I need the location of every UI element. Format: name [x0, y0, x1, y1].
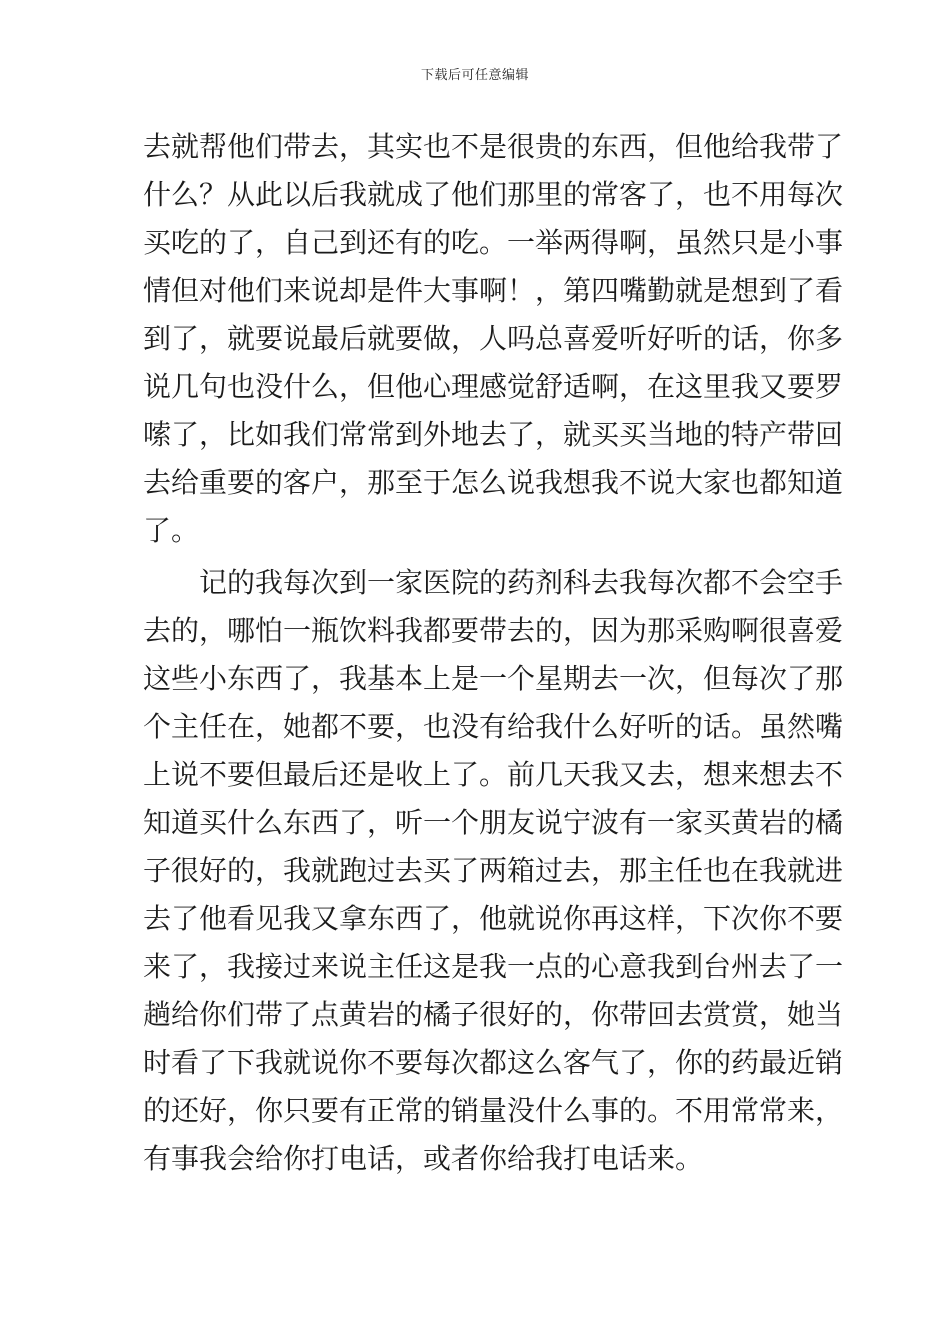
document-body — [143, 123, 844, 1183]
text-line: 时看了下我就说你不要每次都这么客气了，你的药最近销 — [143, 1045, 844, 1079]
text-line: 到了，就要说最后就要做，人吗总喜爱听好听的话，你多 — [143, 322, 844, 355]
text-line: 这些小东西了，我基本上是一个星期去一次，但每次了那 — [143, 661, 844, 695]
text-line: 去了他看见我又拿东西了，他就说你再这样，下次你不要 — [143, 901, 844, 935]
text-line: 个主任在，她都不要，也没有给我什么好听的话。虽然嘴 — [143, 709, 844, 743]
text-line: 情但对他们来说却是件大事啊！，第四嘴勤就是想到了看 — [143, 274, 844, 307]
text-line: 嗦了，比如我们常常到外地去了，就买买当地的特产带回 — [143, 418, 844, 451]
text-line: 知道买什么东西了，听一个朋友说宁波有一家买黄岩的橘 — [143, 805, 844, 839]
text-line: 买吃的了，自己到还有的吃。一举两得啊，虽然只是小事 — [143, 226, 844, 259]
text-line: 趟给你们带了点黄岩的橘子很好的，你带回去赏赏，她当 — [143, 997, 844, 1031]
text-line: 有事我会给你打电话，或者你给我打电话来。 — [143, 1141, 704, 1175]
text-line: 子很好的，我就跑过去买了两箱过去，那主任也在我就进 — [143, 853, 844, 887]
text-line: 来了，我接过来说主任这是我一点的心意我到台州去了一 — [143, 949, 844, 983]
text-line: 什么？从此以后我就成了他们那里的常客了，也不用每次 — [143, 178, 844, 211]
paragraph-2 — [143, 559, 844, 1183]
text-line: 的还好，你只要有正常的销量没什么事的。不用常常来， — [143, 1093, 844, 1127]
paragraph-1 — [143, 123, 844, 555]
text-line: 去就帮他们带去，其实也不是很贵的东西，但他给我带了 — [143, 130, 844, 163]
text-line: 去给重要的客户，那至于怎么说我想我不说大家也都知道 — [143, 466, 844, 499]
text-line: 去的，哪怕一瓶饮料我都要带去的，因为那采购啊很喜爱 — [143, 613, 844, 647]
text-line: 记的我每次到一家医院的药剂科去我每次都不会空手 — [143, 565, 844, 599]
text-line: 了。 — [143, 514, 200, 547]
page-header-note: 下载后可任意编辑 — [420, 68, 529, 83]
text-line: 说几句也没什么，但他心理感觉舒适啊，在这里我又要罗 — [143, 370, 844, 403]
text-line: 上说不要但最后还是收上了。前几天我又去，想来想去不 — [143, 757, 844, 791]
